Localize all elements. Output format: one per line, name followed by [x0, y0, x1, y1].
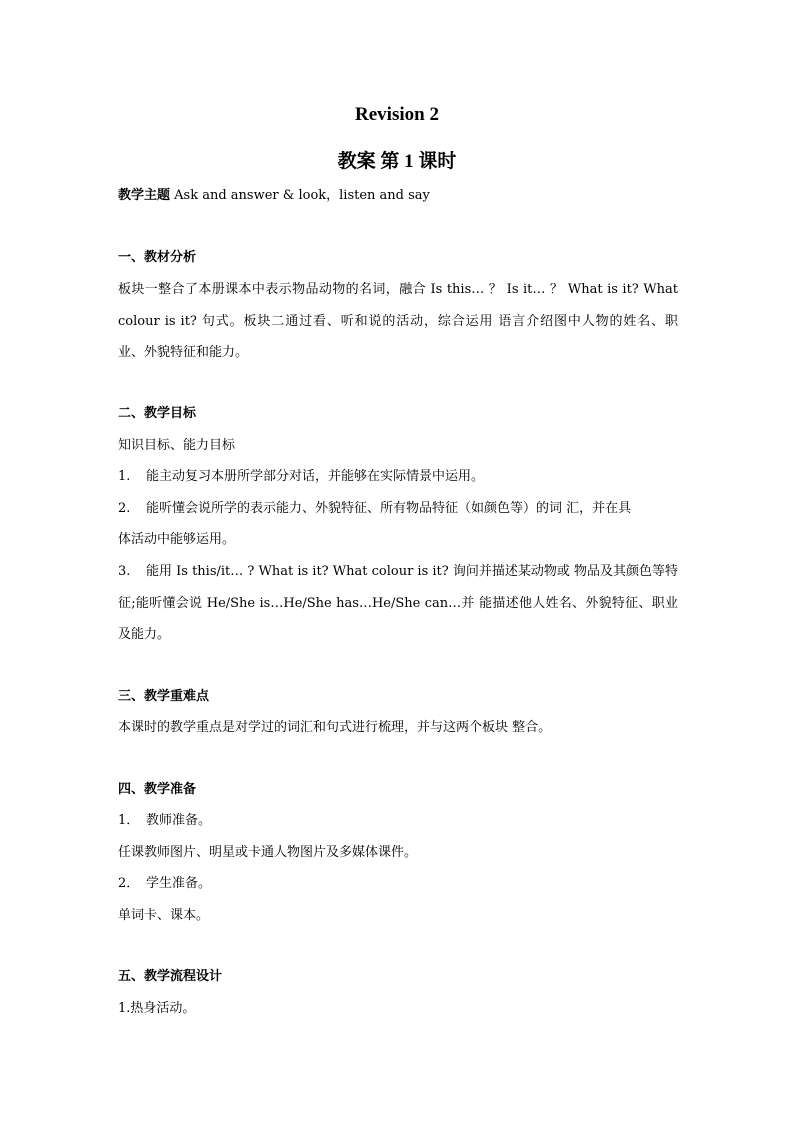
objectives-intro: 知识目标、能力目标 [118, 438, 236, 453]
objective-item-1 [118, 467, 678, 487]
objective-item-3 [118, 562, 678, 582]
objective-text: 能听懂会说所学的表示能力、外貌特征、所有物品特征（如颜色等）的词 汇，并在具 [146, 501, 632, 516]
preparation-label: 学生准备。 [146, 876, 212, 891]
paragraph-line: 1.热身活动。 [118, 1001, 196, 1016]
paragraph-line: 业、外貌特征和能力。 [118, 345, 249, 360]
objective-text: 能主动复习本册所学部分对话，并能够在实际情景中运用。 [146, 469, 485, 484]
preparation-item-2 [118, 874, 678, 894]
section-heading-analysis: 一、教材分析 [118, 250, 197, 265]
paragraph-line: colour is it? 句式。板块二通过看、听和说的活动，综合运用 语言介绍图中人物的姓名、职 [118, 314, 678, 329]
section-heading-process: 五、教学流程设计 [118, 969, 223, 984]
list-number: 2． [118, 876, 140, 891]
objective-text-continued: 及能力。 [118, 627, 171, 642]
document-subtitle: 教案 第 1 课时 [337, 151, 457, 172]
theme-text: Ask and answer & look，listen and say [170, 188, 430, 203]
preparation-detail: 单词卡、课本。 [118, 908, 210, 923]
objective-item-2 [118, 499, 678, 519]
preparation-item-1 [118, 811, 678, 831]
document-title: Revision 2 [355, 104, 439, 125]
theme-line [118, 186, 678, 206]
paragraph-line: 本课时的教学重点是对学过的词汇和句式进行梳理，并与这两个板块 整合。 [118, 720, 552, 735]
list-number: 2. [118, 501, 131, 516]
section-heading-key-points: 三、教学重难点 [118, 689, 210, 704]
objective-text: 能用 Is this/it… ? What is it? What colour is it? 询问并描述某动物或 物品及其颜色等特 [146, 564, 679, 579]
objective-text-continued: 体活动中能够运用。 [118, 532, 236, 547]
preparation-detail: 任课教师图片、明星或卡通人物图片及多媒体课件。 [118, 845, 418, 860]
list-number: 3. [118, 564, 131, 579]
paragraph-line: 板块一整合了本册课本中表示物品动物的名词，融合 Is this… ？ Is it… ？ What is it? What [118, 282, 678, 297]
section-heading-objectives: 二、教学目标 [118, 406, 197, 421]
section-heading-preparation: 四、教学准备 [118, 782, 197, 797]
list-number: 1． [118, 813, 140, 828]
objective-text-continued: 征;能听懂会说 He/She is…He/She has…He/She can…并 能描述他人姓名、外貌特征、职业 [118, 596, 678, 611]
list-number: 1. [118, 469, 131, 484]
preparation-label: 教师准备。 [146, 813, 212, 828]
theme-label: 教学主题 [118, 188, 171, 203]
